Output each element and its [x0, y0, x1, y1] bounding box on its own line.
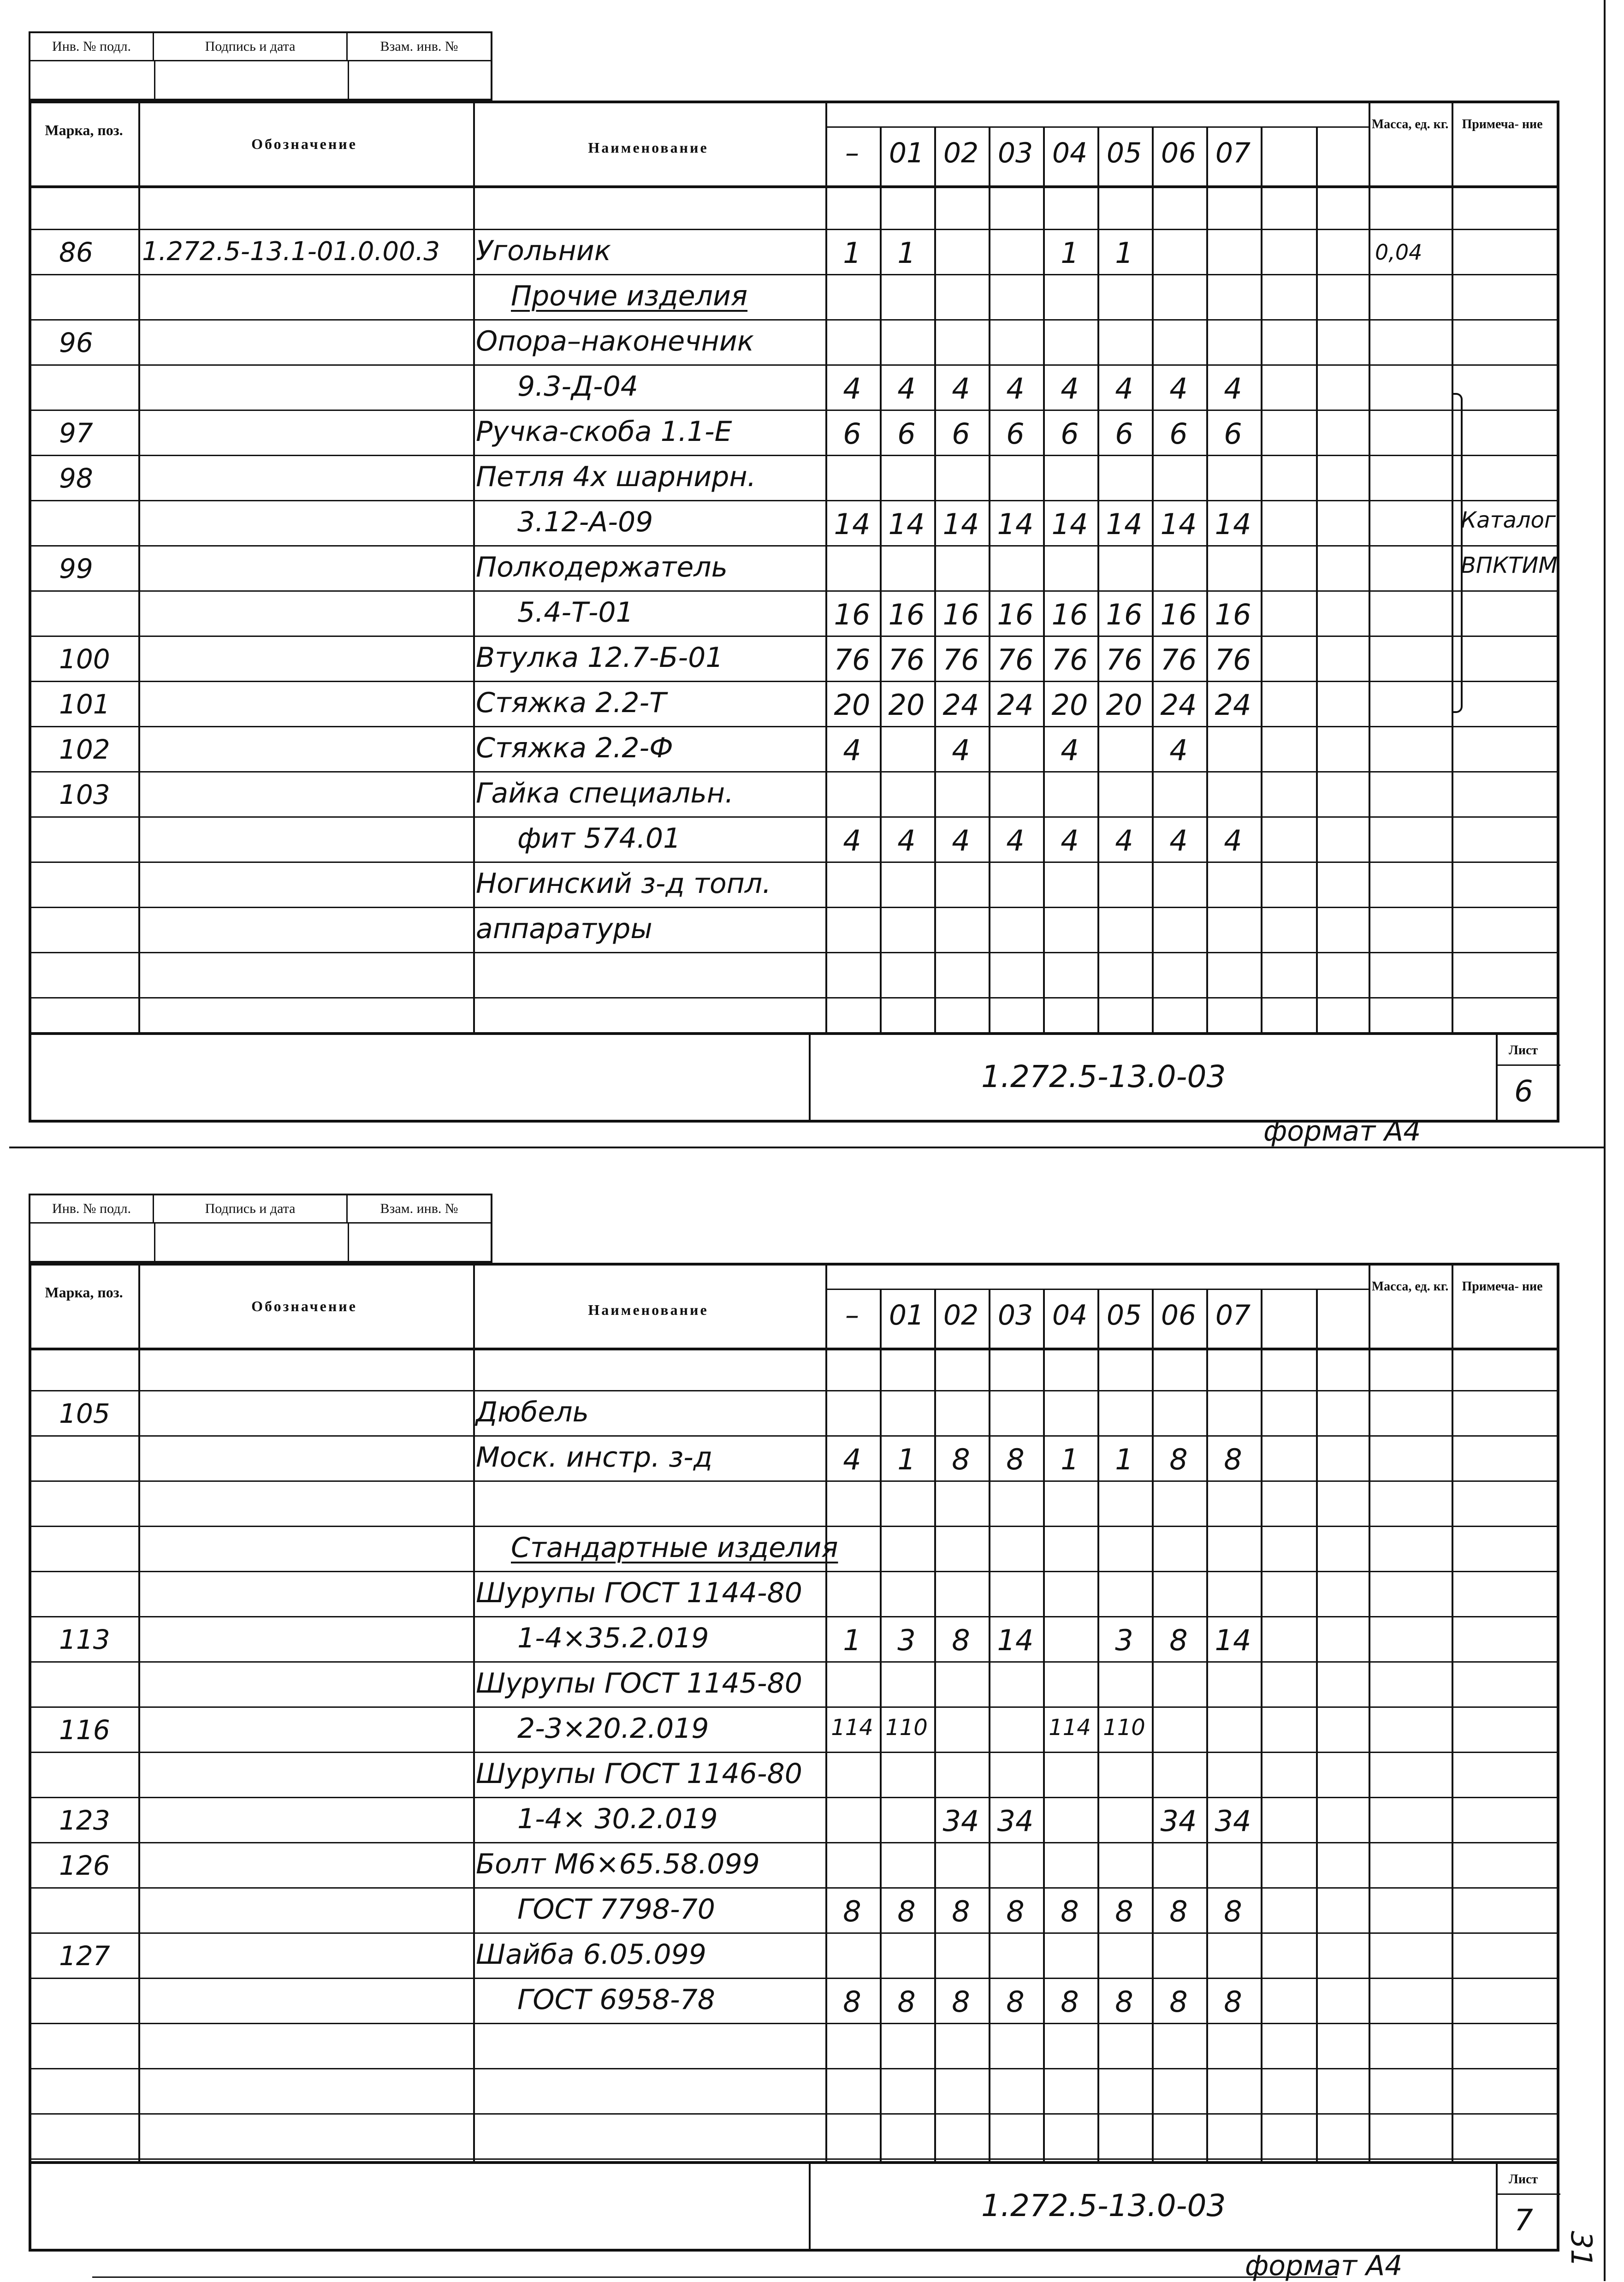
grid-hline	[31, 455, 1557, 456]
row-qty: 76	[1160, 643, 1197, 677]
row-qty: 14	[1215, 1623, 1251, 1657]
row-pos: 105	[59, 1398, 110, 1429]
grid-hline	[31, 907, 1557, 908]
row-qty: 14	[1106, 507, 1143, 541]
grid-hline	[31, 2158, 1557, 2160]
row-name: Ручка-скоба 1.1-Е	[476, 416, 732, 448]
grid-hline	[31, 410, 1557, 411]
row-qty: 4	[843, 372, 861, 405]
row-qty: 8	[1169, 1443, 1188, 1476]
row-qty: 4	[1006, 824, 1025, 857]
row-name: Стяжка 2.2-Ф	[476, 732, 673, 764]
grid-hline	[31, 952, 1557, 953]
row-qty: 20	[834, 688, 871, 722]
row-qty: 14	[888, 507, 925, 541]
row-qty: 8	[1006, 1985, 1025, 2019]
format-label: формат А4	[1245, 2250, 1403, 2282]
variant-label: 04	[1052, 137, 1088, 169]
grid-hline	[31, 1752, 1557, 1753]
row-name: Шурупы ГОСТ 1144-80	[476, 1577, 802, 1609]
row-qty: 6	[1006, 417, 1025, 451]
row-qty: 76	[997, 643, 1034, 677]
row-qty: 76	[888, 643, 925, 677]
variant-label: 05	[1106, 137, 1142, 169]
grid-hline	[31, 545, 1557, 547]
grid-hline	[31, 636, 1557, 637]
row-qty: 8	[1169, 1985, 1188, 2019]
row-qty: 24	[1160, 688, 1197, 722]
row-name: 1-4×35.2.019	[517, 1622, 709, 1654]
row-qty: 1	[843, 1623, 861, 1657]
list-label: Лист	[1509, 1043, 1538, 1058]
stamp-inv-podl: Инв. № подл.	[30, 33, 154, 60]
grid-hline	[31, 1661, 1557, 1663]
row-qty: 16	[997, 598, 1034, 631]
stamp-podpis-data: Подпись и дата	[154, 1195, 348, 1222]
grid-hline	[31, 364, 1557, 366]
row-qty: 4	[1169, 372, 1188, 405]
grid-vline	[138, 103, 140, 1032]
grid-vline	[1206, 103, 1208, 1032]
grid-hline	[31, 2113, 1557, 2115]
grid-vline	[1152, 103, 1154, 1032]
grid-vline	[1043, 1266, 1045, 2161]
row-pos: 99	[59, 553, 93, 584]
row-qty: 4	[1115, 824, 1133, 857]
variant-label: 02	[943, 137, 979, 169]
row-qty: 4	[1169, 733, 1188, 767]
row-qty: 4	[1224, 372, 1242, 405]
row-qty: 4	[1224, 824, 1242, 857]
spec-table	[29, 1263, 1559, 2252]
variant-label: –	[845, 137, 859, 169]
row-pos: 123	[59, 1805, 110, 1836]
grid-hline	[31, 1616, 1557, 1617]
row-qty: 8	[1006, 1443, 1025, 1476]
row-qty: 16	[1051, 598, 1088, 631]
row-qty: 1	[897, 236, 916, 270]
row-qty: 8	[952, 1985, 970, 2019]
grid-hline	[825, 1289, 1369, 1290]
title-doc-code: 1.272.5-13.0-03	[981, 1059, 1226, 1094]
grid-vline	[880, 1266, 882, 2161]
row-qty: 4	[843, 1443, 861, 1476]
row-qty: 76	[1051, 643, 1088, 677]
row-qty: 8	[1061, 1985, 1079, 2019]
row-pos: 101	[59, 689, 110, 720]
row-name: Дюбель	[476, 1396, 589, 1428]
row-name: Стандартные изделия	[511, 1532, 838, 1564]
row-qty: 14	[942, 507, 979, 541]
grid-vline	[1316, 1266, 1318, 2161]
row-qty: 8	[1006, 1895, 1025, 1928]
row-qty: 14	[1160, 507, 1197, 541]
grid-hline	[825, 126, 1369, 128]
grid-hline	[31, 1571, 1557, 1572]
title-doc-code: 1.272.5-13.0-03	[981, 2188, 1226, 2223]
row-qty: 6	[843, 417, 861, 451]
row-qty: 14	[997, 1623, 1034, 1657]
header-oboznachenie: Обозначение	[251, 1298, 357, 1314]
grid-vline	[473, 103, 475, 1032]
row-pos: 102	[59, 734, 110, 765]
row-qty: 6	[1115, 417, 1133, 451]
row-qty: 8	[1224, 1985, 1242, 2019]
grid-hline	[31, 590, 1557, 592]
row-qty: 8	[843, 1985, 861, 2019]
row-qty: 24	[1215, 688, 1251, 722]
grid-hline	[31, 862, 1557, 863]
row-qty: 8	[952, 1443, 970, 1476]
row-qty: 110	[1103, 1715, 1145, 1741]
row-name: ГОСТ 6958-78	[517, 1984, 715, 2016]
page-number: 31	[1564, 2231, 1598, 2267]
grid-vline	[1152, 1266, 1154, 2161]
row-qty: 8	[952, 1623, 970, 1657]
grid-vline	[825, 1266, 827, 2161]
grid-vline	[1206, 1266, 1208, 2161]
row-qty: 8	[1224, 1443, 1242, 1476]
row-qty: 8	[1061, 1895, 1079, 1928]
row-qty: 20	[1051, 688, 1088, 722]
grid-vline	[934, 103, 936, 1032]
stamp-value-row	[30, 60, 491, 102]
stamp-inv-podl: Инв. № подл.	[30, 1195, 154, 1222]
format-label: формат А4	[1263, 1115, 1421, 1147]
row-qty: 4	[843, 824, 861, 857]
row-qty: 8	[1224, 1895, 1242, 1928]
row-qty: 4	[952, 372, 970, 405]
row-qty: 1	[1061, 1443, 1079, 1476]
grid-vline	[989, 103, 990, 1032]
row-qty: 4	[952, 733, 970, 767]
row-pos: 127	[59, 1940, 110, 1972]
row-qty: 6	[952, 417, 970, 451]
row-qty: 34	[997, 1804, 1034, 1838]
header-naimenovanie: Наименование	[588, 1301, 709, 1318]
row-oboznachenie: 1.272.5-13.1-01.0.00.3	[142, 237, 440, 267]
row-qty: 8	[1169, 1623, 1188, 1657]
row-qty: 24	[942, 688, 979, 722]
row-qty: 14	[1215, 507, 1251, 541]
row-qty: 4	[1006, 372, 1025, 405]
row-name: аппаратуры	[476, 913, 652, 945]
grid-vline	[1261, 1266, 1262, 2161]
row-qty: 14	[997, 507, 1034, 541]
grid-hline	[31, 726, 1557, 727]
row-qty: 16	[1160, 598, 1197, 631]
row-qty: 4	[1061, 733, 1079, 767]
row-pos: 103	[59, 779, 110, 810]
row-qty: 3	[1115, 1623, 1133, 1657]
row-qty: 110	[885, 1715, 928, 1741]
variant-label: 01	[889, 137, 925, 169]
row-name: 5.4-Т-01	[517, 596, 634, 629]
row-qty: 8	[897, 1985, 916, 2019]
row-pos: 86	[59, 237, 93, 268]
row-pos: 116	[59, 1714, 110, 1746]
grid-hline-header	[31, 1348, 1557, 1350]
grid-vline	[1369, 103, 1370, 1032]
row-name: Прочие изделия	[511, 280, 748, 312]
header-massa: Масса, ед. кг.	[1371, 117, 1449, 131]
row-mass: 0,04	[1375, 240, 1422, 265]
row-name: Стяжка 2.2-Т	[476, 687, 666, 719]
row-qty: 6	[1169, 417, 1188, 451]
row-qty: 114	[1049, 1715, 1091, 1741]
row-qty: 4	[1061, 372, 1079, 405]
row-qty: 24	[997, 688, 1034, 722]
row-qty: 16	[1215, 598, 1251, 631]
variant-label: 06	[1161, 137, 1197, 169]
row-qty: 76	[1106, 643, 1143, 677]
row-qty: 4	[1169, 824, 1188, 857]
list-label: Лист	[1509, 2172, 1538, 2187]
row-name: Опора–наконечник	[476, 325, 754, 357]
row-name: Ногинский з-д топл.	[476, 868, 771, 900]
row-name: Болт М6×65.58.099	[476, 1848, 760, 1880]
row-qty: 4	[843, 733, 861, 767]
row-qty: 6	[897, 417, 916, 451]
variant-label: 03	[997, 137, 1033, 169]
stamp-block	[29, 1194, 492, 1263]
stamp-vzam-inv: Взам. инв. №	[380, 39, 458, 54]
row-qty: 4	[897, 824, 916, 857]
note-katalog: Каталог	[1461, 507, 1556, 533]
row-qty: 3	[897, 1623, 916, 1657]
row-qty: 8	[843, 1895, 861, 1928]
grid-vline	[1261, 103, 1262, 1032]
grid-hline	[31, 2068, 1557, 2069]
variant-label: 03	[997, 1299, 1033, 1331]
grid-vline	[138, 1266, 140, 2161]
grid-hline	[31, 1887, 1557, 1889]
row-pos: 113	[59, 1624, 110, 1655]
row-qty: 4	[952, 824, 970, 857]
grid-hline	[31, 771, 1557, 773]
row-name: Шайба 6.05.099	[476, 1938, 706, 1971]
grid-vline	[989, 1266, 990, 2161]
row-name: Втулка 12.7-Б-01	[476, 642, 723, 674]
row-name: ГОСТ 7798-70	[517, 1893, 715, 1925]
row-name: 9.3-Д-04	[517, 370, 638, 403]
list-number: 7	[1514, 2204, 1533, 2238]
grid-hline	[31, 319, 1557, 321]
row-qty: 8	[1169, 1895, 1188, 1928]
variant-label: 04	[1052, 1299, 1088, 1331]
title-block	[31, 2161, 1557, 2252]
note-vpktim: ВПКТИМ	[1461, 553, 1558, 578]
grid-vline	[1316, 103, 1318, 1032]
row-qty: 8	[1115, 1895, 1133, 1928]
row-qty: 16	[942, 598, 979, 631]
row-name: Гайка специальн.	[476, 777, 734, 809]
row-qty: 6	[1224, 417, 1242, 451]
variant-label: 05	[1106, 1299, 1142, 1331]
grid-vline	[1369, 1266, 1370, 2161]
stamp-podpis-data: Подпись и дата	[154, 33, 348, 60]
grid-hline	[31, 1932, 1557, 1934]
variant-label: 01	[889, 1299, 925, 1331]
grid-hline	[31, 1842, 1557, 1843]
header-kol-strip	[827, 1266, 1368, 1289]
header-oboznachenie: Обозначение	[251, 136, 357, 152]
row-name: Полкодержатель	[476, 551, 728, 583]
row-pos: 126	[59, 1850, 110, 1881]
row-qty: 76	[1215, 643, 1251, 677]
grid-hline	[31, 1390, 1557, 1391]
grid-hline	[31, 1435, 1557, 1437]
row-qty: 8	[952, 1895, 970, 1928]
row-qty: 114	[831, 1715, 873, 1741]
grid-hline	[31, 1706, 1557, 1708]
row-name: фит 574.01	[517, 822, 681, 855]
stamp-vzam-inv: Взам. инв. №	[380, 1201, 458, 1216]
stamp-block	[29, 31, 492, 101]
row-pos: 97	[59, 417, 93, 449]
variant-label: –	[845, 1299, 859, 1331]
variant-label: 07	[1215, 1299, 1251, 1331]
row-qty: 14	[1051, 507, 1088, 541]
grid-vline	[1452, 1266, 1453, 2161]
row-name: Шурупы ГОСТ 1145-80	[476, 1667, 802, 1700]
stamp-value-row	[30, 1222, 491, 1264]
grid-hline	[31, 816, 1557, 818]
row-qty: 20	[1106, 688, 1143, 722]
row-qty: 16	[834, 598, 871, 631]
row-name: Моск. инстр. з-д	[476, 1441, 713, 1474]
row-name: 3.12-А-09	[517, 506, 653, 538]
header-naimenovanie: Наименование	[588, 139, 709, 156]
spec-table	[29, 101, 1559, 1123]
sheet-7	[0, 1181, 1624, 2281]
header-marka: Марка, поз.	[45, 1284, 123, 1301]
row-qty: 4	[897, 372, 916, 405]
grid-hline	[31, 2023, 1557, 2024]
row-qty: 8	[897, 1895, 916, 1928]
grid-hline	[31, 997, 1557, 998]
row-qty: 14	[834, 507, 871, 541]
header-marka: Марка, поз.	[45, 122, 123, 138]
row-qty: 1	[843, 236, 861, 270]
header-primechanie: Примеча- ние	[1462, 1279, 1543, 1294]
variant-label: 06	[1161, 1299, 1197, 1331]
header-massa: Масса, ед. кг.	[1371, 1279, 1449, 1294]
row-qty: 1	[1115, 1443, 1133, 1476]
grid-hline	[31, 229, 1557, 230]
grid-vline	[1097, 1266, 1099, 2161]
title-block	[31, 1032, 1557, 1123]
row-qty: 34	[942, 1804, 979, 1838]
row-qty: 1	[1061, 236, 1079, 270]
row-qty: 8	[1115, 1985, 1133, 2019]
grid-hline-header	[31, 185, 1557, 188]
row-qty: 4	[1061, 824, 1079, 857]
header-kol-strip	[827, 103, 1368, 126]
list-number: 6	[1514, 1075, 1533, 1109]
row-pos: 96	[59, 327, 93, 358]
row-qty: 76	[834, 643, 871, 677]
row-pos: 98	[59, 463, 93, 494]
row-pos: 100	[59, 643, 110, 675]
grid-hline	[31, 1978, 1557, 1979]
grid-hline	[31, 1526, 1557, 1527]
row-qty: 6	[1061, 417, 1079, 451]
row-qty: 1	[897, 1443, 916, 1476]
row-qty: 16	[888, 598, 925, 631]
grid-hline	[31, 681, 1557, 682]
variant-label: 02	[943, 1299, 979, 1331]
row-name: Петля 4х шарнирн.	[476, 461, 756, 493]
grid-hline	[31, 1797, 1557, 1798]
grid-vline	[473, 1266, 475, 2161]
row-name: Угольник	[476, 235, 611, 267]
header-primechanie: Примеча- ние	[1462, 117, 1543, 131]
row-qty: 20	[888, 688, 925, 722]
variant-label: 07	[1215, 137, 1251, 169]
row-qty: 76	[942, 643, 979, 677]
row-qty: 1	[1115, 236, 1133, 270]
grid-vline	[934, 1266, 936, 2161]
row-qty: 34	[1215, 1804, 1251, 1838]
row-qty: 16	[1106, 598, 1143, 631]
grid-hline	[31, 274, 1557, 275]
row-name: Шурупы ГОСТ 1146-80	[476, 1758, 802, 1790]
row-qty: 34	[1160, 1804, 1197, 1838]
row-qty: 4	[1115, 372, 1133, 405]
row-name: 1-4× 30.2.019	[517, 1803, 718, 1835]
grid-hline	[31, 1480, 1557, 1482]
grid-hline	[31, 500, 1557, 501]
row-name: 2-3×20.2.019	[517, 1712, 709, 1745]
